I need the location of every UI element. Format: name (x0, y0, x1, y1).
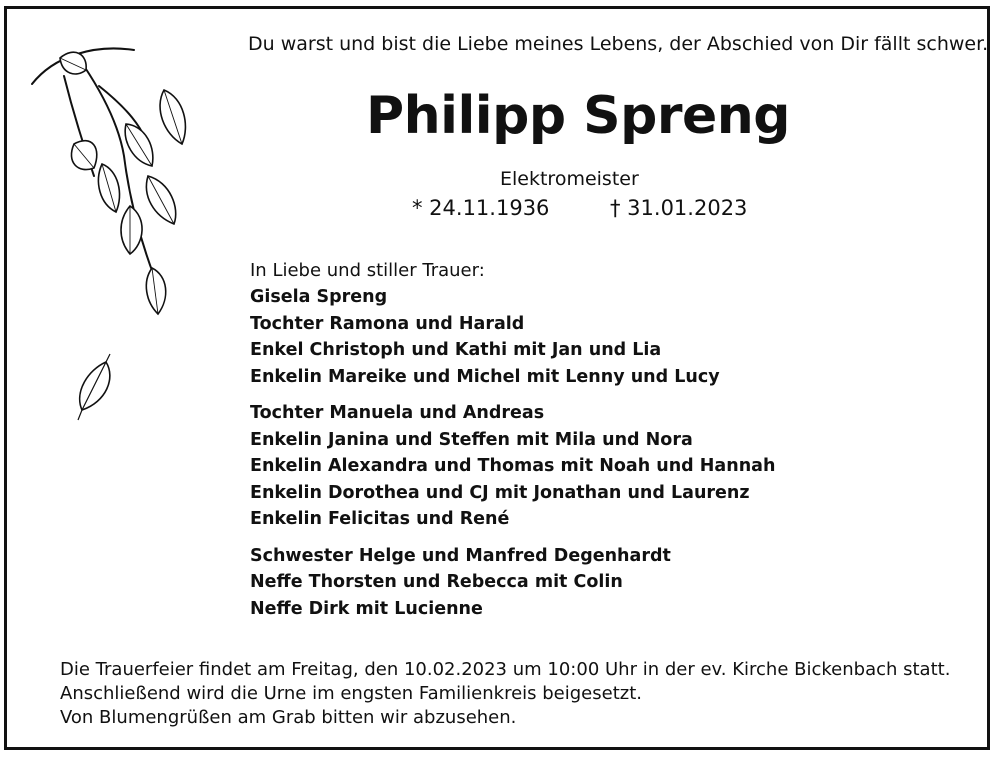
funeral-info-line: Von Blumengrüßen am Grab bitten wir abzusehen. (60, 707, 517, 728)
mourner-line: Enkelin Dorothea und CJ mit Jonathan und Laurenz (250, 482, 750, 503)
mourner-line: Schwester Helge und Manfred Degenhardt (250, 545, 671, 566)
mourners-list (250, 258, 810, 632)
deceased-name: Philipp Spreng (366, 86, 790, 146)
mourners-intro: In Liebe und stiller Trauer: (250, 260, 485, 281)
funeral-info-line: Die Trauerfeier findet am Freitag, den 10.02.2023 um 10:00 Uhr in der ev. Kirche Bickenbach statt. (60, 659, 951, 680)
mourner-line: Tochter Manuela und Andreas (250, 403, 545, 423)
birch-branch-illustration (24, 36, 194, 326)
funeral-info-line: Anschließend wird die Urne im engsten Familienkreis beigesetzt. (60, 683, 642, 704)
mourner-group (250, 543, 810, 623)
mourner-group (250, 284, 810, 390)
mourner-line: Gisela Spreng (250, 287, 388, 307)
mourner-line: Enkelin Mareike und Michel mit Lenny und Lucy (250, 366, 720, 387)
mourner-line: Enkelin Felicitas und René (250, 509, 510, 529)
falling-leaf-illustration (72, 352, 122, 424)
profession: Elektromeister (500, 168, 639, 190)
mourner-line: Enkel Christoph und Kathi mit Jan und Lia (250, 340, 662, 360)
mourner-group (250, 400, 810, 533)
birth-date: * 24.11.1936 (412, 196, 550, 220)
mourner-line: Enkelin Alexandra und Thomas mit Noah und Hannah (250, 456, 776, 476)
mourner-line: Neffe Dirk mit Lucienne (250, 598, 483, 619)
death-date: † 31.01.2023 (610, 196, 748, 220)
mourner-line: Neffe Thorsten und Rebecca mit Colin (250, 572, 623, 592)
mourner-line: Tochter Ramona und Harald (250, 313, 525, 334)
mourner-line: Enkelin Janina und Steffen mit Mila und Nora (250, 429, 693, 450)
motto: Du warst und bist die Liebe meines Lebens, der Abschied von Dir fällt schwer. (248, 33, 989, 55)
funeral-info (60, 658, 950, 730)
